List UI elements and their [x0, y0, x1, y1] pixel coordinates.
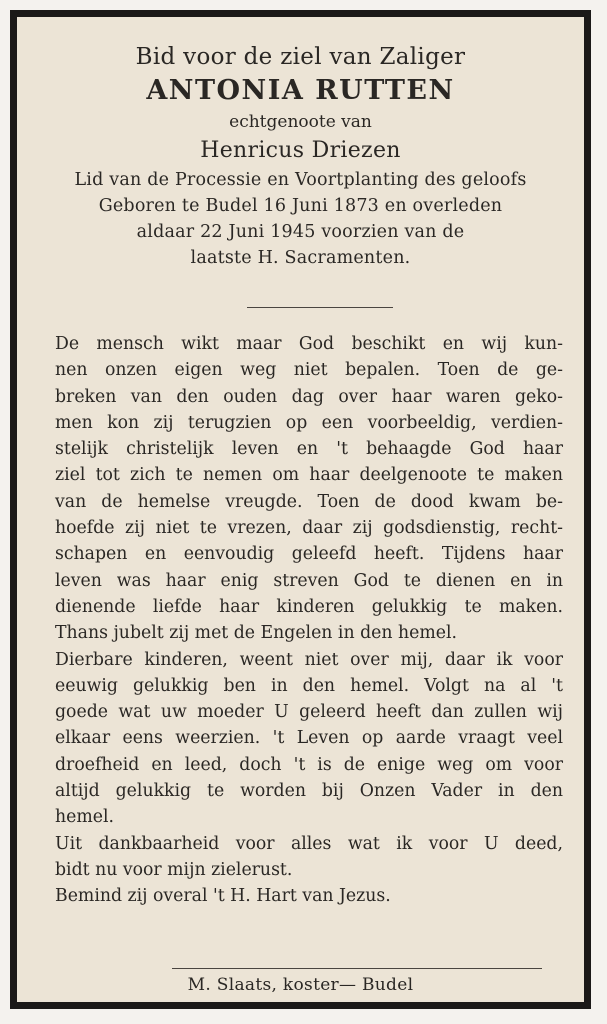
divider-bottom: [172, 968, 542, 969]
text-line: breken van den ouden dag over haar waren geko-: [55, 386, 563, 407]
prayer-intro: Bid voor de ziel van Zaliger: [135, 44, 466, 70]
text-line: hoefde zij niet te vrezen, daar zij godsdienstig, recht-: [55, 518, 563, 539]
text-line: eeuwig gelukkig ben in den hemel. Volgt na al 't: [55, 675, 563, 696]
divider-top: [247, 307, 393, 308]
memorial-text: [55, 331, 563, 910]
spouse-prefix: echtgenoote van: [229, 112, 372, 132]
text-line: elkaar eens weerzien. 't Leven op aarde vraagt veel: [55, 728, 563, 749]
text-line: Uit dankbaarheid voor alles wat ik voor U deed,: [55, 833, 563, 854]
text-line: ziel tot zich te nemen om haar deelgenoote te maken: [55, 465, 563, 486]
text-line: van de hemelse vreugde. Toen de dood kwam be-: [55, 491, 563, 512]
text-line: men kon zij terugzien op een voorbeeldig, verdien-: [55, 412, 563, 433]
text-line: bidt nu voor mijn zielerust.: [55, 859, 293, 880]
spouse-name: Henricus Driezen: [200, 138, 401, 163]
memorial-card: [10, 10, 591, 1009]
text-line: Bemind zij overal 't H. Hart van Jezus.: [55, 886, 391, 907]
text-line: De mensch wikt maar God beschikt en wij kun-: [55, 334, 563, 354]
text-line: Thans jubelt zij met de Engelen in den hemel.: [55, 623, 457, 644]
detail-line: Geboren te Budel 16 Juni 1873 en overleden: [98, 196, 503, 216]
text-line: Dierbare kinderen, weent niet over mij, daar ik voor: [55, 649, 563, 670]
card-header: [17, 41, 584, 271]
text-line: hemel.: [55, 807, 114, 828]
printer-credit: M. Slaats, koster— Budel: [187, 975, 414, 995]
deceased-name: ANTONIA RUTTEN: [146, 75, 455, 106]
text-line: droefheid en leed, doch 't is de enige weg om voor: [55, 754, 563, 775]
text-line: dienende liefde haar kinderen gelukkig te maken.: [55, 596, 563, 617]
detail-line: aldaar 22 Juni 1945 voorzien van de: [136, 222, 465, 242]
text-line: stelijk christelijk leven en 't behaagde God haar: [55, 439, 563, 460]
text-line: schapen en eenvoudig geleefd heeft. Tijdens haar: [55, 544, 563, 565]
text-line: nen onzen eigen weg niet bepalen. Toen de ge-: [55, 360, 563, 381]
detail-line: Lid van de Processie en Voortplanting des geloofs: [74, 170, 527, 190]
text-line: altijd gelukkig te worden bij Onzen Vader in den: [55, 781, 563, 802]
text-line: leven was haar enig streven God te dienen en in: [55, 570, 563, 591]
detail-line: laatste H. Sacramenten.: [190, 248, 411, 268]
text-line: goede wat uw moeder U geleerd heeft dan zullen wij: [55, 702, 563, 723]
